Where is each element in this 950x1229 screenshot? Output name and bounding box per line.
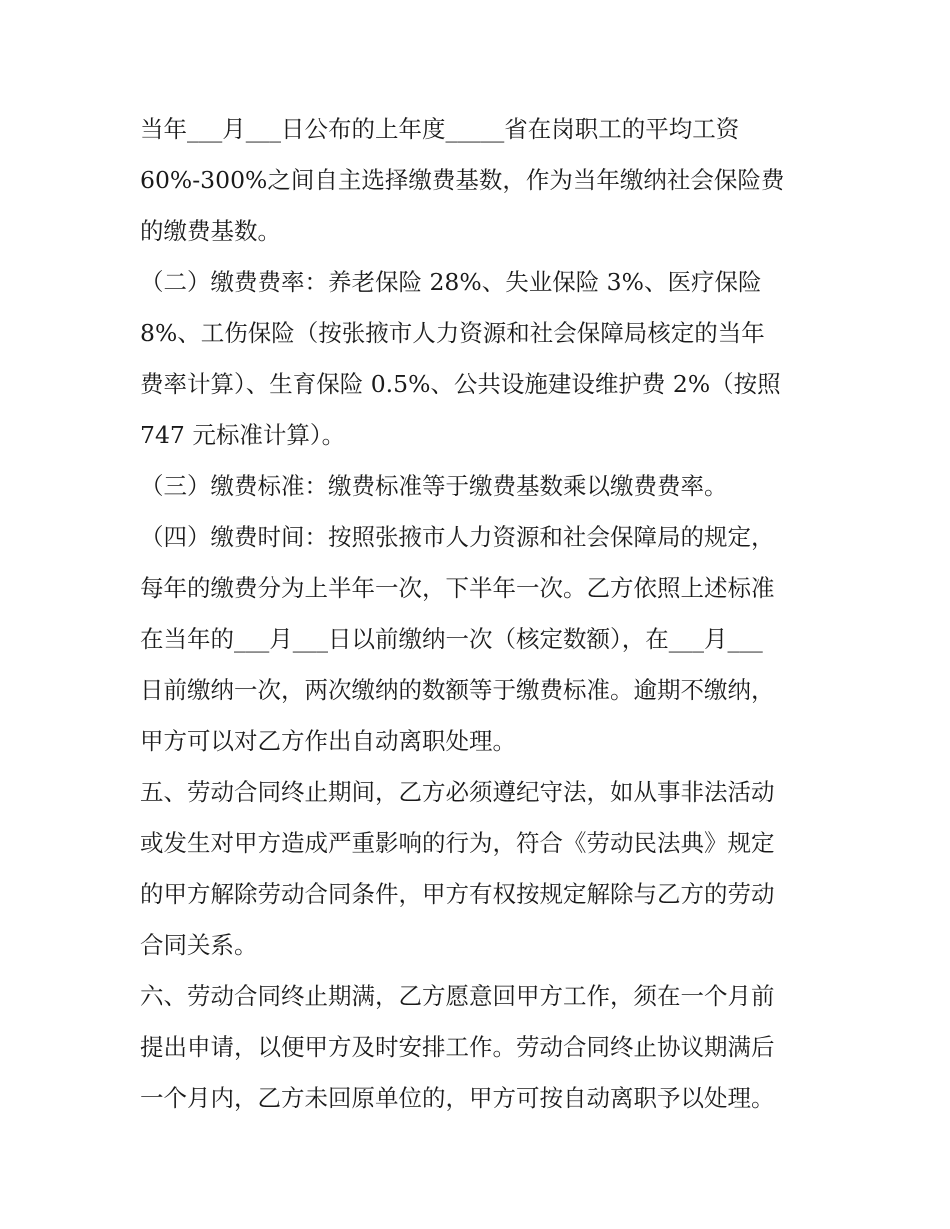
text-line: 60%-300%之间自主选择缴费基数，作为当年缴纳社会保险费: [140, 166, 785, 194]
text-line: （二）缴费费率：养老保险 28%、失业保险 3%、医疗保险: [140, 268, 762, 296]
text-line: 日前缴纳一次，两次缴纳的数额等于缴费标准。逾期不缴纳，: [140, 676, 775, 704]
text-line: 甲方可以对乙方作出自动离职处理。: [140, 727, 516, 755]
text-line: 六、劳动合同终止期满，乙方愿意回甲方工作，须在一个月前: [140, 982, 775, 1010]
text-line: 提出申请，以便甲方及时安排工作。劳动合同终止协议期满后: [140, 1033, 775, 1061]
text-line: 每年的缴费分为上半年一次，下半年一次。乙方依照上述标准: [140, 574, 775, 602]
document-body: [140, 104, 820, 1124]
text-line: 合同关系。: [140, 931, 258, 959]
text-line: 747 元标准计算）。: [140, 421, 346, 449]
text-line: 的甲方解除劳动合同条件，甲方有权按规定解除与乙方的劳动: [140, 880, 775, 908]
text-line: 在当年的___月___日以前缴纳一次（核定数额），在___月___: [140, 625, 763, 653]
text-line: （三）缴费标准：缴费标准等于缴费基数乘以缴费费率。: [140, 472, 728, 500]
text-line: 费率计算）、生育保险 0.5%、公共设施建设维护费 2%（按照: [140, 370, 781, 398]
text-line: 当年___月___日公布的上年度_____省在岗职工的平均工资: [140, 115, 740, 143]
text-line: 一个月内，乙方未回原单位的，甲方可按自动离职予以处理。: [140, 1084, 775, 1112]
text-line: 8%、工伤保险（按张掖市人力资源和社会保障局核定的当年: [140, 319, 765, 347]
text-line: 五、劳动合同终止期间，乙方必须遵纪守法，如从事非法活动: [140, 778, 775, 806]
text-line: 的缴费基数。: [140, 217, 281, 245]
text-line: （四）缴费时间：按照张掖市人力资源和社会保障局的规定，: [140, 523, 775, 551]
text-line: 或发生对甲方造成严重影响的行为，符合《劳动民法典》规定: [140, 829, 775, 857]
